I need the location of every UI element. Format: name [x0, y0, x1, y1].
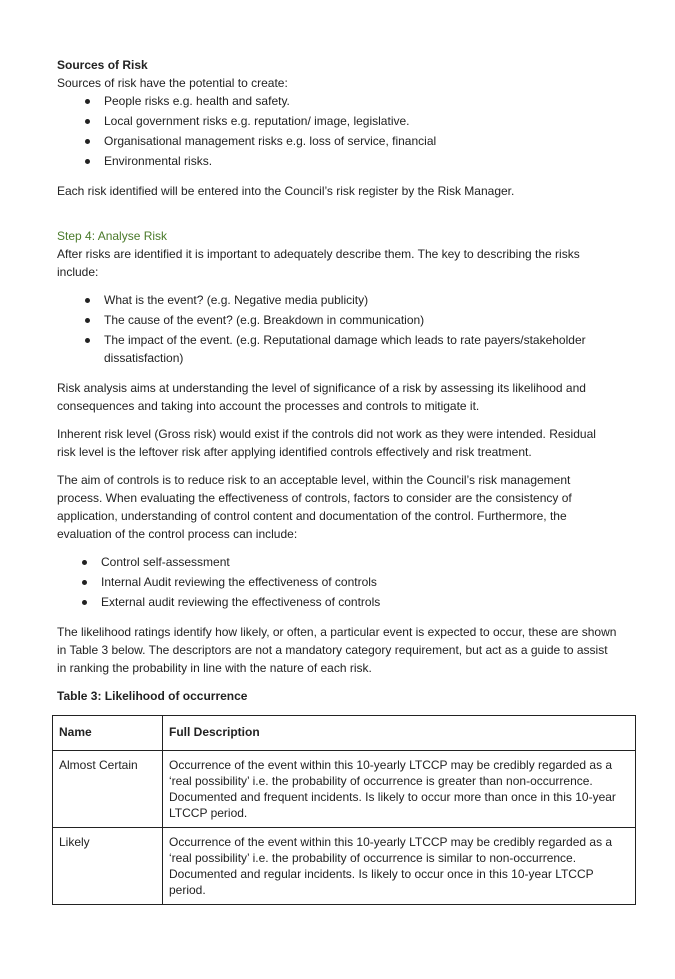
table-row	[53, 828, 636, 905]
step4-heading: Step 4: Analyse Risk	[57, 229, 168, 243]
step4-intro: After risks are identified it is important to adequately describe them. The key to describing the risks include:	[57, 247, 580, 279]
header-description: Full Description	[163, 716, 636, 751]
row-description: Occurrence of the event within this 10-yearly LTCCP may be credibly regarded as a ‘real possibility’ i.e. the probability of occurrence is greater than non-occurrence. Documented and frequent incidents. Is likely to occur more than once in this 10-year LTCCP period.	[163, 751, 636, 828]
sources-intro: Sources of risk have the potential to create:	[57, 76, 288, 90]
list-item: Control self-assessment	[57, 553, 617, 573]
inherent-paragraph: Inherent risk level (Gross risk) would exist if the controls did not work as they were intended. Residual risk level is the leftover risk after applying identified controls effectively and risk treatment.	[57, 427, 596, 459]
controls-paragraph: The aim of controls is to reduce risk to an acceptable level, within the Council’s risk management process. When evaluating the effectiveness of controls, factors to consider are the consistency of application, understanding of control content and documentation of the control. Furthermore, the evaluation of the control process can include:	[57, 473, 572, 541]
list-item: Environmental risks.	[57, 152, 617, 172]
likelihood-table	[52, 715, 636, 905]
list-item: Internal Audit reviewing the effectiveness of controls	[57, 573, 617, 593]
table-row	[53, 751, 636, 828]
sources-heading: Sources of Risk	[57, 58, 148, 72]
row-name: Almost Certain	[53, 751, 163, 828]
sources-list	[57, 92, 617, 172]
list-item: Organisational management risks e.g. loss of service, financial	[57, 132, 617, 152]
list-item: The cause of the event? (e.g. Breakdown in communication)	[57, 311, 617, 331]
analysis-paragraph: Risk analysis aims at understanding the level of significance of a risk by assessing its likelihood and consequences and taking into account the processes and controls to mitigate it.	[57, 381, 586, 413]
row-name: Likely	[53, 828, 163, 905]
list-item: What is the event? (e.g. Negative media publicity)	[57, 291, 617, 311]
list-item: Local government risks e.g. reputation/ image, legislative.	[57, 112, 617, 132]
table-header-row	[53, 716, 636, 751]
controls-list	[57, 553, 617, 613]
document-page	[57, 56, 617, 905]
list-item: People risks e.g. health and safety.	[57, 92, 617, 112]
list-item: External audit reviewing the effectiveness of controls	[57, 593, 617, 613]
row-description: Occurrence of the event within this 10-yearly LTCCP may be credibly regarded as a ‘real possibility’ i.e. the probability of occurrence is similar to non-occurrence. Documented and regular incidents. Is likely to occur once in this 10-year LTCCP period.	[163, 828, 636, 905]
list-item: The impact of the event. (e.g. Reputational damage which leads to rate payers/stakeholder dissatisfaction)	[57, 331, 617, 369]
header-name: Name	[53, 716, 163, 751]
table-caption: Table 3: Likelihood of occurrence	[57, 689, 248, 703]
step4-list	[57, 291, 617, 369]
likelihood-paragraph: The likelihood ratings identify how likely, or often, a particular event is expected to occur, these are shown in Table 3 below. The descriptors are not a mandatory category requirement, but act as a guide to assist in ranking the probability in line with the nature of each risk.	[57, 625, 617, 675]
sources-closing: Each risk identified will be entered into the Council’s risk register by the Risk Manager.	[57, 184, 515, 198]
